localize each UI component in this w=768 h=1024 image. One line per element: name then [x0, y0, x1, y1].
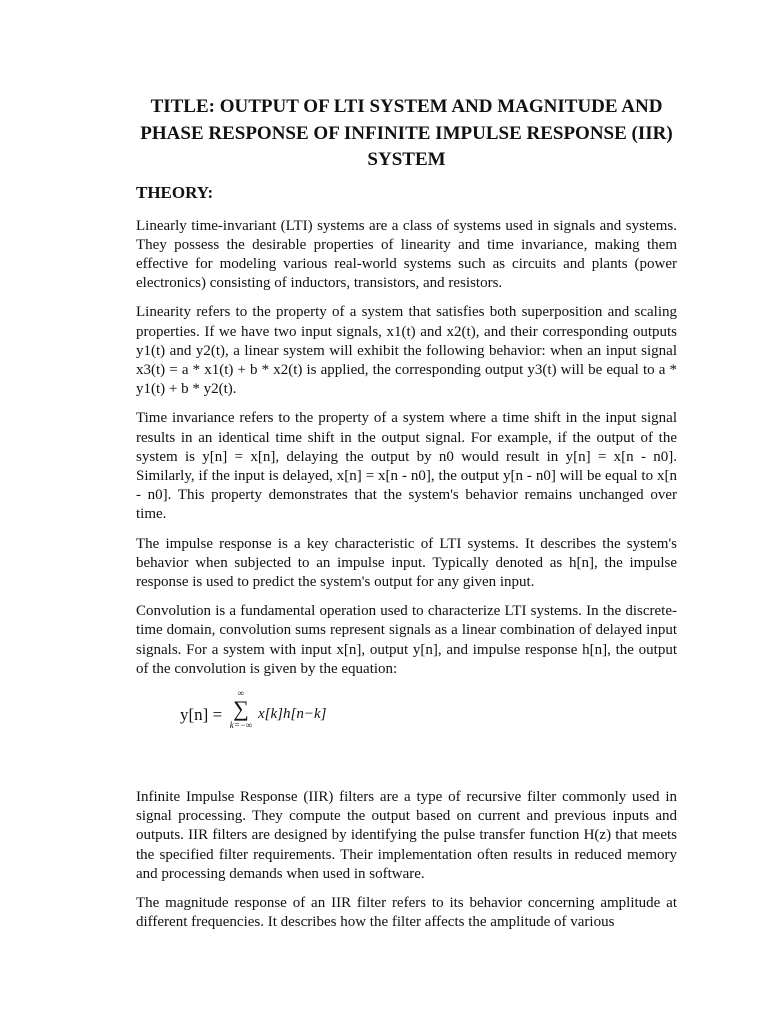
summation-lower-limit: k=−∞: [229, 719, 253, 730]
convolution-equation: [136, 689, 677, 743]
equation-rhs: x[k]h[n−k]: [258, 705, 327, 722]
summation-symbol: [226, 689, 256, 731]
paragraph-convolution: Convolution is a fundamental operation used to characterize LTI systems. In the discrete-time domain, convolution sums represent signals as a linear combination of delayed input signals. For a system with input x[n], output y[n], and impulse response h[n], the output of the convolution is given by the equation:: [136, 603, 677, 677]
paragraph-impulse-response: The impulse response is a key characteristic of LTI systems. It describes the system's behavior when subjected to an impulse input. Typically denoted as h[n], the impulse response is used to predict the system's output for any given input.: [136, 535, 677, 590]
paragraph-time-invariance: Time invariance refers to the property of a system where a time shift in the input signal results in an identical time shift in the output signal. For example, if the output of the system is y[n] = x[n], delaying the output by n0 would result in y[n] = x[n - n0]. Similarly, if the input is delayed, x[n] = x[n - n0], the output y[n - n0] will be equal to x[n - n0]. This property demonstrates that the system's behavior remains unchanged over time.: [136, 410, 677, 523]
summation-upper-limit: ∞: [237, 687, 245, 698]
equation-lhs: y[n] =: [180, 704, 223, 724]
theory-heading: THEORY:: [136, 182, 214, 202]
paragraph-iir-filters: Infinite Impulse Response (IIR) filters are a type of recursive filter commonly used in signal processing. They compute the output based on current and previous inputs and outputs. IIR filters are designed by identifying the pulse transfer function H(z) that meets the specified filter requirements. Their implementation often results in reduced memory and processing demands when used in software.: [136, 788, 677, 882]
document-title: TITLE: OUTPUT OF LTI SYSTEM AND MAGNITUDE AND PHASE RESPONSE OF INFINITE IMPULSE RESPONSE (IIR) SYSTEM: [140, 96, 673, 170]
sigma-glyph: ∑: [233, 695, 249, 721]
paragraph-lti-intro: Linearly time-invariant (LTI) systems are a class of systems used in signals and systems. They possess the desirable properties of linearity and time invariance, making them effective for modeling various real-world systems such as circuits and plants (power electronics) consisting of inductors, transistors, and resistors.: [136, 217, 677, 292]
document-page: [136, 94, 677, 942]
paragraph-linearity: Linearity refers to the property of a system that satisfies both superposition and scaling properties. If we have two input signals, x1(t) and x2(t), and their corresponding outputs y1(t) and y2(t), a linear system will exhibit the following behavior: when an input signal x3(t) = a * x1(t) + b * x2(t) is applied, the corresponding output y3(t) will be equal to a * y1(t) + b * y2(t).: [136, 304, 677, 398]
paragraph-magnitude-response: The magnitude response of an IIR filter refers to its behavior concerning amplitude at different frequencies. It describes how the filter affects the amplitude of various: [136, 894, 677, 931]
